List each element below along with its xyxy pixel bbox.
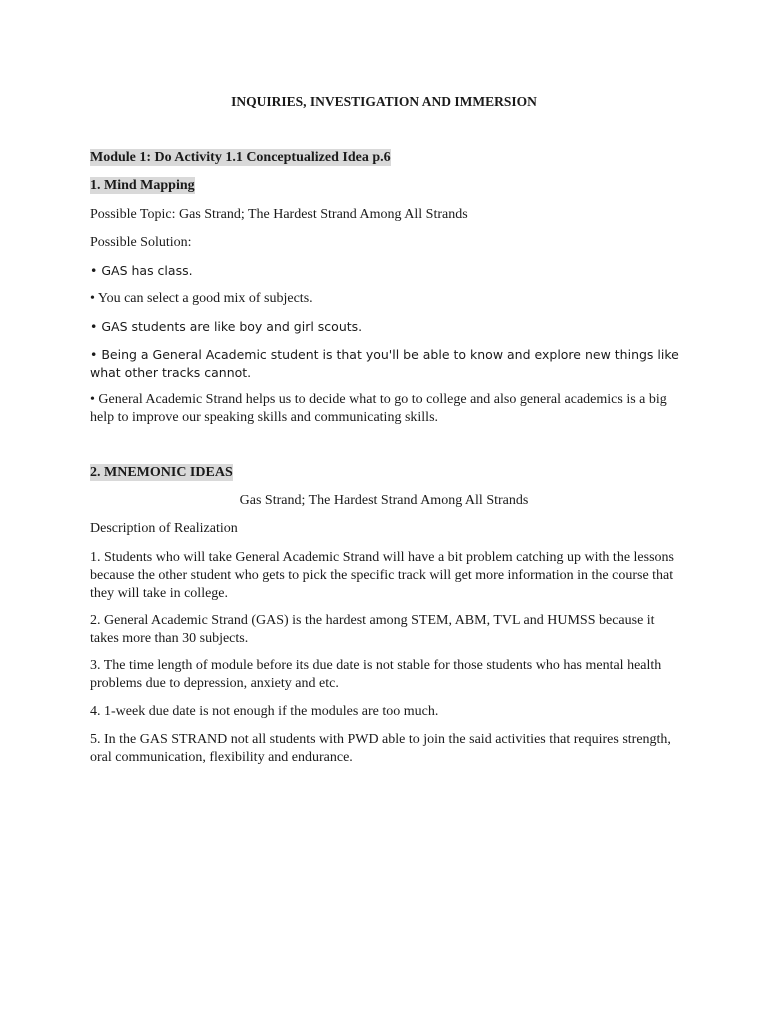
realization-item: 5. In the GAS STRAND not all students with PWD able to join the said activities that requires strength, oral communication, flexibility and endurance. [90, 732, 671, 765]
module-heading-line [90, 149, 680, 167]
module-heading: Module 1: Do Activity 1.1 Conceptualized Idea p.6 [90, 150, 391, 165]
solution-bullet: • Being a General Academic student is that you'll be able to know and explore new things like what other tracks cannot. [90, 347, 679, 380]
possible-solution-label: Possible Solution: [90, 235, 192, 250]
section2-heading: 2. MNEMONIC IDEAS [90, 465, 233, 480]
realization-item: 3. The time length of module before its due date is not stable for those students who has mental health problems due to depression, anxiety and etc. [90, 658, 662, 691]
realization-item: 1. Students who will take General Academic Strand will have a bit problem catching up with the lessons because the other student who gets to pick the specific track will get more information in the course that they will take in college. [90, 550, 674, 601]
section2-heading-line [90, 464, 680, 482]
realization-item: 2. General Academic Strand (GAS) is the hardest among STEM, ABM, TVL and HUMSS because it takes more than 30 subjects. [90, 613, 655, 646]
section2-subtitle: Gas Strand; The Hardest Strand Among All Strands [239, 493, 529, 508]
section1-heading-line [90, 177, 680, 195]
description-label: Description of Realization [90, 521, 238, 536]
solution-bullet: • You can select a good mix of subjects. [90, 291, 313, 306]
realization-item: 4. 1-week due date is not enough if the modules are too much. [90, 704, 439, 719]
possible-topic: Possible Topic: Gas Strand; The Hardest Strand Among All Strands [90, 207, 468, 222]
document-title: INQUIRIES, INVESTIGATION AND IMMERSION [231, 94, 537, 109]
section1-heading: 1. Mind Mapping [90, 178, 195, 193]
solution-bullet: • General Academic Strand helps us to decide what to go to college and also general academics is a big help to improve our speaking skills and communicating skills. [90, 392, 667, 425]
solution-bullet: • GAS has class. [90, 263, 193, 278]
solution-bullet: • GAS students are like boy and girl scouts. [90, 319, 363, 334]
